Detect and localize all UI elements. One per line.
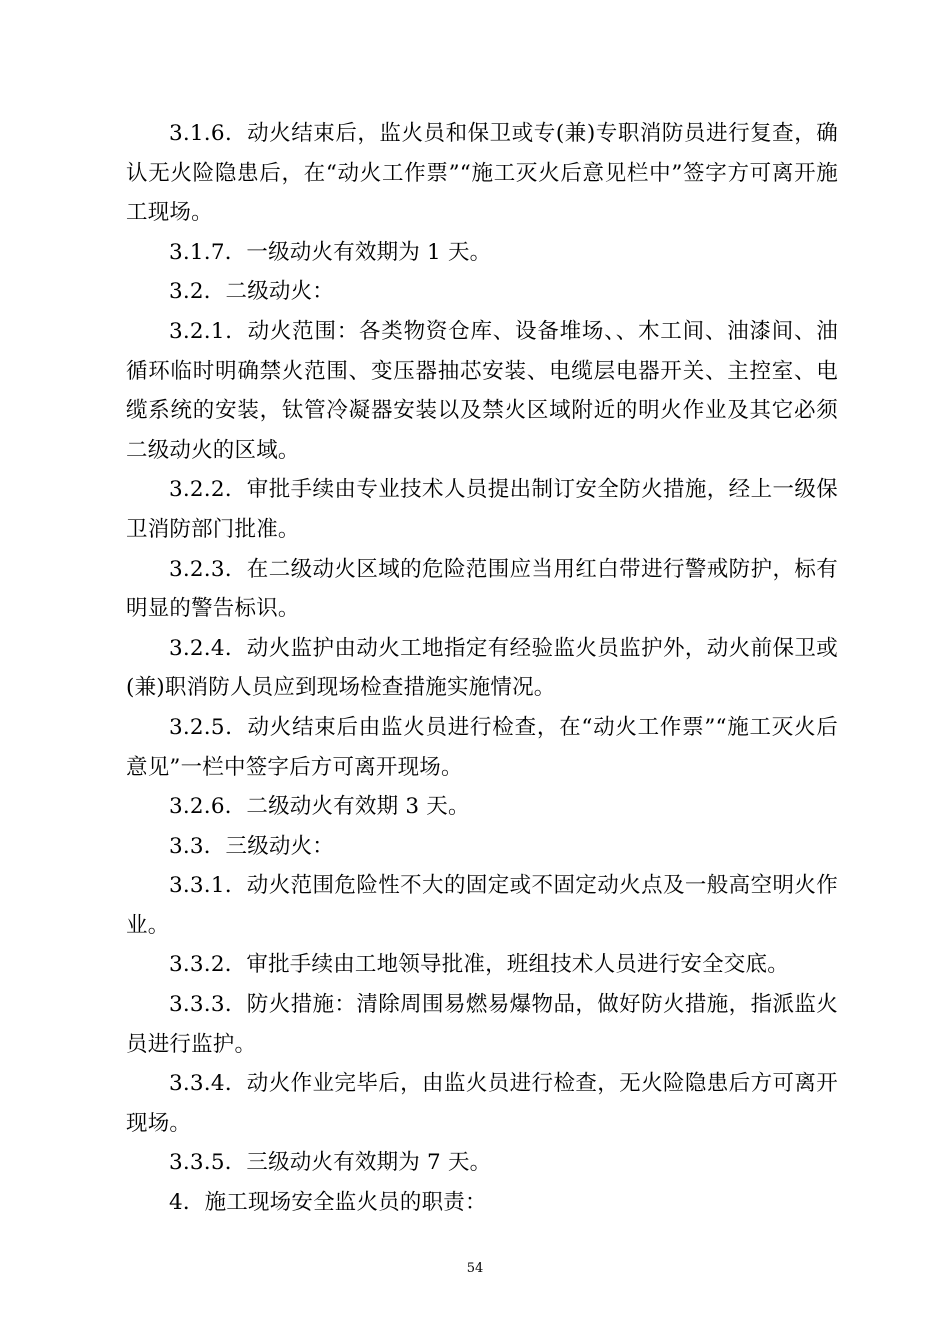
paragraph-3-3-3: 3.3.3．防火措施：清除周围易燃易爆物品，做好防火措施，指派监火员进行监护。 xyxy=(126,992,838,1057)
paragraph-3-3-1: 3.3.1．动火范围危险性不大的固定或不固定动火点及一般高空明火作业。 xyxy=(126,873,838,938)
paragraph-3-3-5: 3.3.5．三级动火有效期为 7 天。 xyxy=(169,1150,492,1176)
paragraph-3-2-2: 3.2.2．审批手续由专业技术人员提出制订安全防火措施，经上一级保卫消防部门批准。 xyxy=(126,477,838,542)
paragraph-3-1-7: 3.1.7．一级动火有效期为 1 天。 xyxy=(169,239,492,265)
heading-3-3: 3.3．三级动火： xyxy=(169,833,334,859)
paragraph-3-2-5: 3.2.5．动火结束后由监火员进行检查，在“动火工作票”“施工灭火后意见”一栏中签字后方可离开现场。 xyxy=(126,714,838,780)
paragraph-3-2-1: 3.2.1．动火范围：各类物资仓库、设备堆场、、木工间、油漆间、油循环临时明确禁火范围、变压器抽芯安装、电缆层电器开关、主控室、电缆系统的安装，钛管冷凝器安装以及禁火区域附近的明火作业及其它必须二级动火的区域。 xyxy=(126,318,838,463)
paragraph-3-2-4: 3.2.4．动火监护由动火工地指定有经验监火员监护外，动火前保卫或(兼)职消防人员应到现场检查措施实施情况。 xyxy=(126,635,838,701)
paragraph-3-2-3: 3.2.3．在二级动火区域的危险范围应当用红白带进行警戒防护，标有明显的警告标识。 xyxy=(126,556,838,622)
heading-4: 4．施工现场安全监火员的职责： xyxy=(169,1190,487,1216)
heading-3-2: 3.2．二级动火： xyxy=(169,279,334,305)
paragraph-3-2-6: 3.2.6．二级动火有效期 3 天。 xyxy=(169,794,470,820)
paragraph-3-3-2: 3.3.2．审批手续由工地领导批准，班组技术人员进行安全交底。 xyxy=(169,952,789,978)
page-number: 54 xyxy=(466,1261,484,1276)
paragraph-3-3-4: 3.3.4．动火作业完毕后，由监火员进行检查，无火险隐患后方可离开现场。 xyxy=(126,1071,838,1136)
paragraph-3-1-6: 3.1.6．动火结束后，监火员和保卫或专(兼)专职消防员进行复查，确认无火险隐患后，在“动火工作票”“施工灭火后意见栏中”签字方可离开施工现场。 xyxy=(126,121,838,226)
document-body xyxy=(126,114,838,1223)
